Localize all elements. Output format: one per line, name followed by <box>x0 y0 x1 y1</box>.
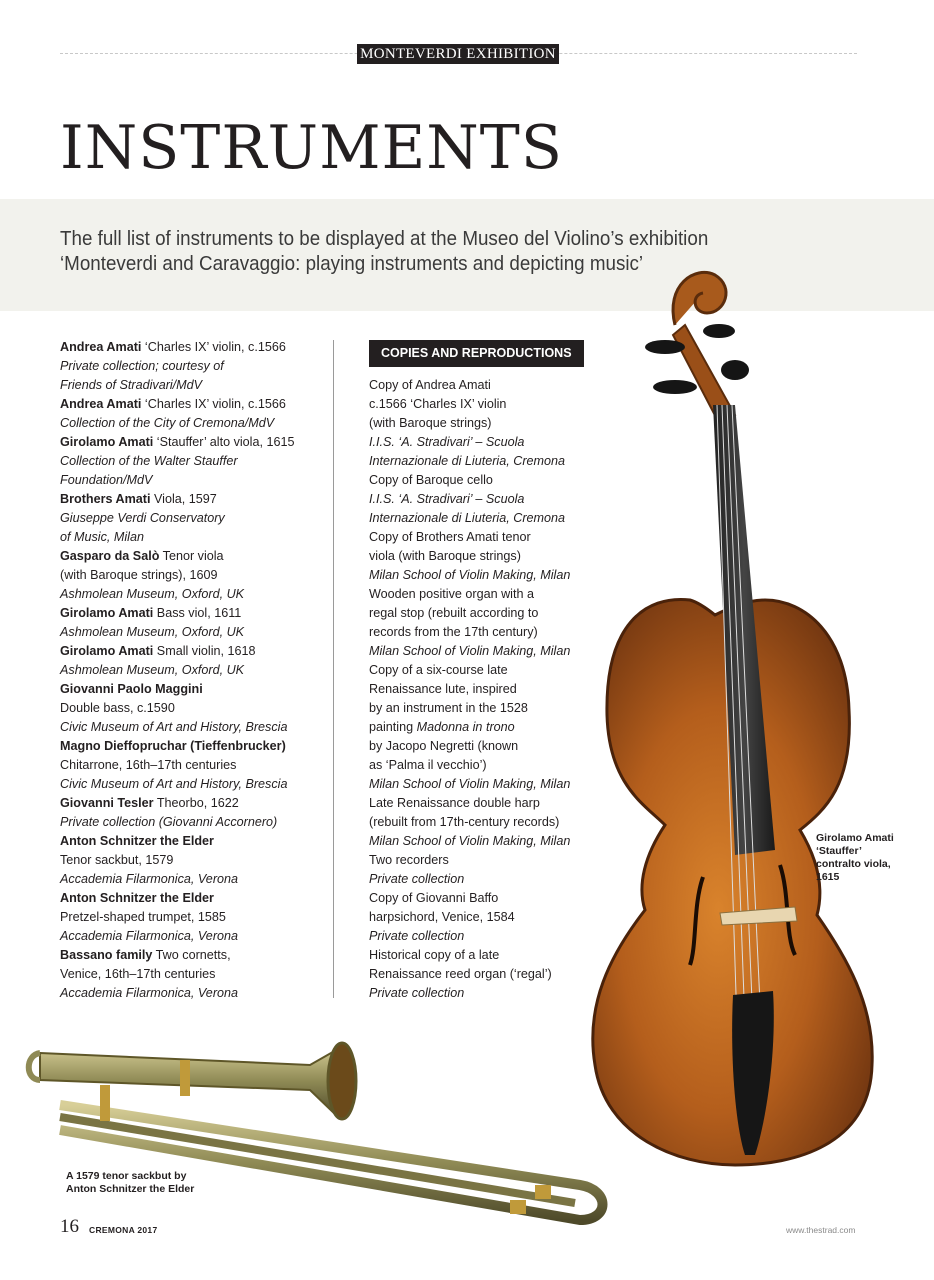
list-line <box>369 642 599 661</box>
list-line <box>60 414 320 433</box>
instrument-description: (with Baroque strings), 1609 <box>60 568 218 582</box>
maker-name: Andrea Amati <box>60 397 142 411</box>
list-line <box>369 547 599 566</box>
maker-name: Andrea Amati <box>60 340 142 354</box>
collection-name: Friends of Stradivari/MdV <box>60 378 203 392</box>
collection-name: Ashmolean Museum, Oxford, UK <box>60 663 245 677</box>
collection-name: Milan School of Violin Making, Milan <box>369 834 571 848</box>
instrument-description: Tenor viola <box>159 549 224 563</box>
list-line <box>60 452 320 471</box>
instrument-description: Copy of Andrea Amati <box>369 378 491 392</box>
instrument-description: regal stop (rebuilt according to <box>369 606 539 620</box>
instrument-description: painting <box>369 720 417 734</box>
maker-name: Brothers Amati <box>60 492 151 506</box>
instrument-description: Historical copy of a late <box>369 948 500 962</box>
caption-line: 1615 <box>816 871 840 883</box>
maker-name: Girolamo Amati <box>60 644 154 658</box>
maker-name: Girolamo Amati <box>60 606 154 620</box>
collection-name: Madonna in trono <box>416 720 515 734</box>
collection-name: of Music, Milan <box>60 530 144 544</box>
instrument-description: c.1566 ‘Charles IX’ violin <box>369 397 507 411</box>
instrument-description: records from the 17th century) <box>369 625 538 639</box>
instrument-description: (rebuilt from 17th-century records) <box>369 815 560 829</box>
instrument-description: Renaissance reed organ (‘regal’) <box>369 967 552 981</box>
collection-name: Foundation/MdV <box>60 473 153 487</box>
maker-name: Giovanni Tesler <box>60 796 154 810</box>
instrument-description: Theorbo, 1622 <box>153 796 239 810</box>
list-line <box>60 756 320 775</box>
instrument-description: Viola, 1597 <box>150 492 217 506</box>
collection-name: Internazionale di Liuteria, Cremona <box>369 454 566 468</box>
original-instruments-list <box>60 338 320 1003</box>
instrument-description: Copy of Brothers Amati tenor <box>369 530 531 544</box>
collection-name: Accademia Filarmonica, Verona <box>60 929 239 943</box>
violin-caption <box>816 832 894 884</box>
page-number: 16 <box>60 1216 79 1237</box>
list-line <box>60 946 320 965</box>
sackbut-image <box>20 1035 620 1230</box>
collection-name: Ashmolean Museum, Oxford, UK <box>60 625 245 639</box>
maker-name: Giovanni Paolo Maggini <box>60 682 203 696</box>
list-line <box>60 357 320 376</box>
list-line <box>60 718 320 737</box>
list-line <box>369 984 599 1003</box>
instrument-description: Chitarrone, 16th–17th centuries <box>60 758 237 772</box>
instrument-description: Two recorders <box>369 853 449 867</box>
instrument-description: Bass viol, 1611 <box>153 606 242 620</box>
instrument-description: Pretzel-shaped trumpet, 1585 <box>60 910 226 924</box>
collection-name: Milan School of Violin Making, Milan <box>369 777 571 791</box>
list-line <box>60 661 320 680</box>
caption-line: A 1579 tenor sackbut by <box>66 1170 187 1182</box>
list-line <box>369 604 599 623</box>
list-line <box>369 414 599 433</box>
sackbut-caption <box>66 1170 194 1196</box>
list-line <box>60 376 320 395</box>
collection-name: Private collection <box>369 929 465 943</box>
list-line <box>60 585 320 604</box>
list-line <box>60 547 320 566</box>
caption-line: contralto viola, <box>816 858 891 870</box>
list-line <box>60 927 320 946</box>
instrument-description: by an instrument in the 1528 <box>369 701 528 715</box>
collection-name: Collection of the City of Cremona/MdV <box>60 416 275 430</box>
caption-line: ‘Stauffer’ <box>816 845 862 857</box>
intro-line: ‘Monteverdi and Caravaggio: playing instruments and depicting music’ <box>60 253 644 275</box>
collection-name: Milan School of Violin Making, Milan <box>369 644 571 658</box>
instrument-description: Two cornetts, <box>152 948 231 962</box>
list-line <box>369 775 599 794</box>
list-line <box>60 338 320 357</box>
collection-name: Accademia Filarmonica, Verona <box>60 872 239 886</box>
copies-list <box>369 376 599 1003</box>
viola-image <box>585 265 885 1175</box>
collection-name: I.I.S. ‘A. Stradivari’ – Scuola <box>369 492 525 506</box>
instrument-description: ‘Charles IX’ violin, c.1566 <box>141 397 286 411</box>
list-line <box>60 737 320 756</box>
list-line <box>60 832 320 851</box>
copies-heading: COPIES AND REPRODUCTIONS <box>369 340 584 367</box>
list-line <box>60 566 320 585</box>
list-line <box>369 737 599 756</box>
instrument-description: harpsichord, Venice, 1584 <box>369 910 515 924</box>
section-tag: MONTEVERDI EXHIBITION <box>357 44 559 64</box>
collection-name: Milan School of Violin Making, Milan <box>369 568 571 582</box>
list-line <box>369 566 599 585</box>
maker-name: Magno Dieffopruchar (Tieffenbrucker) <box>60 739 286 753</box>
instrument-description: Small violin, 1618 <box>153 644 256 658</box>
maker-name: Anton Schnitzer the Elder <box>60 891 214 905</box>
collection-name: Civic Museum of Art and History, Brescia <box>60 777 288 791</box>
collection-name: Collection of the Walter Stauffer <box>60 454 238 468</box>
list-line <box>369 813 599 832</box>
list-line <box>60 775 320 794</box>
collection-name: Civic Museum of Art and History, Brescia <box>60 720 288 734</box>
collection-name: Ashmolean Museum, Oxford, UK <box>60 587 245 601</box>
list-line <box>369 927 599 946</box>
list-line <box>60 908 320 927</box>
list-line <box>60 813 320 832</box>
list-line <box>369 376 599 395</box>
list-line <box>369 756 599 775</box>
list-line <box>369 490 599 509</box>
instrument-description: Late Renaissance double harp <box>369 796 540 810</box>
instrument-description: ‘Stauffer’ alto viola, 1615 <box>153 435 295 449</box>
website-url: www.thestrad.com <box>786 1225 856 1235</box>
list-line <box>60 395 320 414</box>
instrument-description: Copy of Baroque cello <box>369 473 493 487</box>
instrument-description: Wooden positive organ with a <box>369 587 534 601</box>
collection-name: Private collection; courtesy of <box>60 359 224 373</box>
list-line <box>60 623 320 642</box>
magazine-label: CREMONA 2017 <box>89 1225 158 1235</box>
list-line <box>60 984 320 1003</box>
collection-name: Internazionale di Liuteria, Cremona <box>369 511 566 525</box>
list-line <box>60 680 320 699</box>
collection-name: Private collection <box>369 986 465 1000</box>
column-divider <box>333 340 334 998</box>
list-line <box>60 889 320 908</box>
list-line <box>60 642 320 661</box>
list-line <box>369 680 599 699</box>
instrument-description: Copy of Giovanni Baffo <box>369 891 499 905</box>
list-line <box>60 870 320 889</box>
collection-name: Private collection (Giovanni Accornero) <box>60 815 278 829</box>
instrument-description: Venice, 16th–17th centuries <box>60 967 216 981</box>
list-line <box>369 851 599 870</box>
list-line <box>369 623 599 642</box>
instrument-description: Tenor sackbut, 1579 <box>60 853 174 867</box>
list-line <box>369 661 599 680</box>
list-line <box>60 490 320 509</box>
list-line <box>60 965 320 984</box>
instrument-description: Copy of a six-course late <box>369 663 508 677</box>
maker-name: Girolamo Amati <box>60 435 154 449</box>
list-line <box>60 604 320 623</box>
page-title: INSTRUMENTS <box>60 113 563 183</box>
list-line <box>369 699 599 718</box>
list-line <box>369 870 599 889</box>
list-line <box>60 528 320 547</box>
list-line <box>369 794 599 813</box>
collection-name: I.I.S. ‘A. Stradivari’ – Scuola <box>369 435 525 449</box>
caption-line: Girolamo Amati <box>816 832 894 844</box>
list-line <box>369 471 599 490</box>
list-line <box>369 889 599 908</box>
collection-name: Giuseppe Verdi Conservatory <box>60 511 225 525</box>
list-line <box>60 471 320 490</box>
list-line <box>369 433 599 452</box>
list-line <box>369 509 599 528</box>
maker-name: Bassano family <box>60 948 153 962</box>
instrument-description: as ‘Palma il vecchio’) <box>369 758 487 772</box>
list-line <box>369 908 599 927</box>
list-line <box>369 395 599 414</box>
list-line <box>369 585 599 604</box>
list-line <box>60 699 320 718</box>
instrument-description: by Jacopo Negretti (known <box>369 739 519 753</box>
list-line <box>60 794 320 813</box>
list-line <box>369 528 599 547</box>
list-line <box>369 965 599 984</box>
instrument-description: (with Baroque strings) <box>369 416 492 430</box>
instrument-description: Double bass, c.1590 <box>60 701 175 715</box>
list-line <box>60 509 320 528</box>
maker-name: Gasparo da Salò <box>60 549 160 563</box>
list-line <box>369 452 599 471</box>
list-line <box>369 946 599 965</box>
instrument-description: Renaissance lute, inspired <box>369 682 517 696</box>
instrument-description: ‘Charles IX’ violin, c.1566 <box>141 340 286 354</box>
collection-name: Accademia Filarmonica, Verona <box>60 986 239 1000</box>
intro-line: The full list of instruments to be displayed at the Museo del Violino’s exhibition <box>60 228 709 250</box>
collection-name: Private collection <box>369 872 465 886</box>
list-line <box>60 851 320 870</box>
instrument-description: viola (with Baroque strings) <box>369 549 521 563</box>
list-line <box>369 718 599 737</box>
list-line <box>369 832 599 851</box>
caption-line: Anton Schnitzer the Elder <box>66 1183 195 1195</box>
list-line <box>60 433 320 452</box>
maker-name: Anton Schnitzer the Elder <box>60 834 214 848</box>
